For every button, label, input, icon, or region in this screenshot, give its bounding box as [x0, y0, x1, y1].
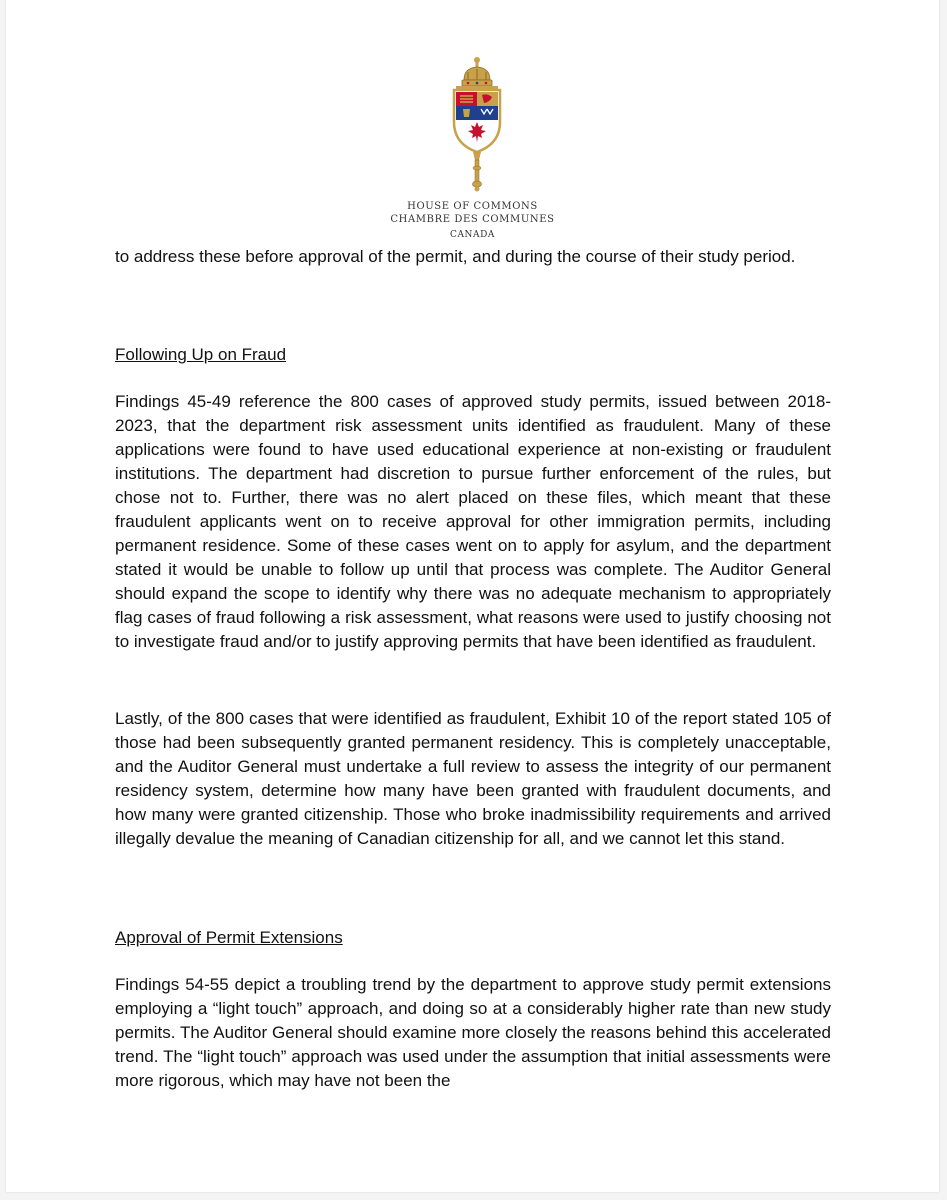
document-page [6, 0, 939, 1192]
paragraph-fraud-findings: Findings 45-49 reference the 800 cases of approved study permits, issued between 2018-2023, that the department risk assessment units identified as fraudulent. Many of these applications were found to have used educational experience at non-existing or fraudulent institutions. The department had discretion to pursue further enforcement of the rules, but chose not to. Further, there was no alert placed on these files, which meant that these fraudulent applicants went on to receive approval for other immigration permits, including permanent residence. Some of these cases went on to apply for asylum, and the department stated it would be unable to follow up until that process was complete. The Auditor General should expand the scope to identify why there was no adequate mechanism to appropriately flag cases of fraud following a risk assessment, what reasons were used to justify choosing not to investigate fraud and/or to justify approving permits that have been identified as fraudulent. [115, 392, 831, 651]
house-of-commons-mace-crest-icon [446, 56, 508, 192]
intro-paragraph: to address these before approval of the permit, and during the course of their study period. [115, 247, 796, 266]
paragraph-permit-extensions: Findings 54-55 depict a troubling trend by the department to approve study permit extensions employing a “light touch” approach, and doing so at a considerably higher rate than new study permits. The Auditor General should examine more closely the reasons behind this accelerated trend. The “light touch” approach was used under the assumption that initial assessments were more rigorous, which may have not been the [115, 975, 831, 1090]
section-heading-approval-of-permit-extensions: Approval of Permit Extensions [115, 928, 343, 947]
section-heading-following-up-on-fraud: Following Up on Fraud [115, 345, 287, 364]
header-chambre-des-communes: CHAMBRE DES COMMUNES [390, 214, 555, 225]
paragraph-fraud-lastly: Lastly, of the 800 cases that were identified as fraudulent, Exhibit 10 of the report stated 105 of those had been subsequently granted permanent residency. This is completely unacceptable, and the Auditor General must undertake a full review to assess the integrity of our permanent residency system, determine how many have been granted with fraudulent documents, and how many were granted citizenship. Those who broke inadmissibility requirements and arrived illegally devalue the meaning of Canadian citizenship for all, and we cannot let this stand. [115, 709, 831, 848]
header-house-of-commons: HOUSE OF COMMONS [407, 201, 538, 212]
header-canada: CANADA [449, 230, 496, 240]
